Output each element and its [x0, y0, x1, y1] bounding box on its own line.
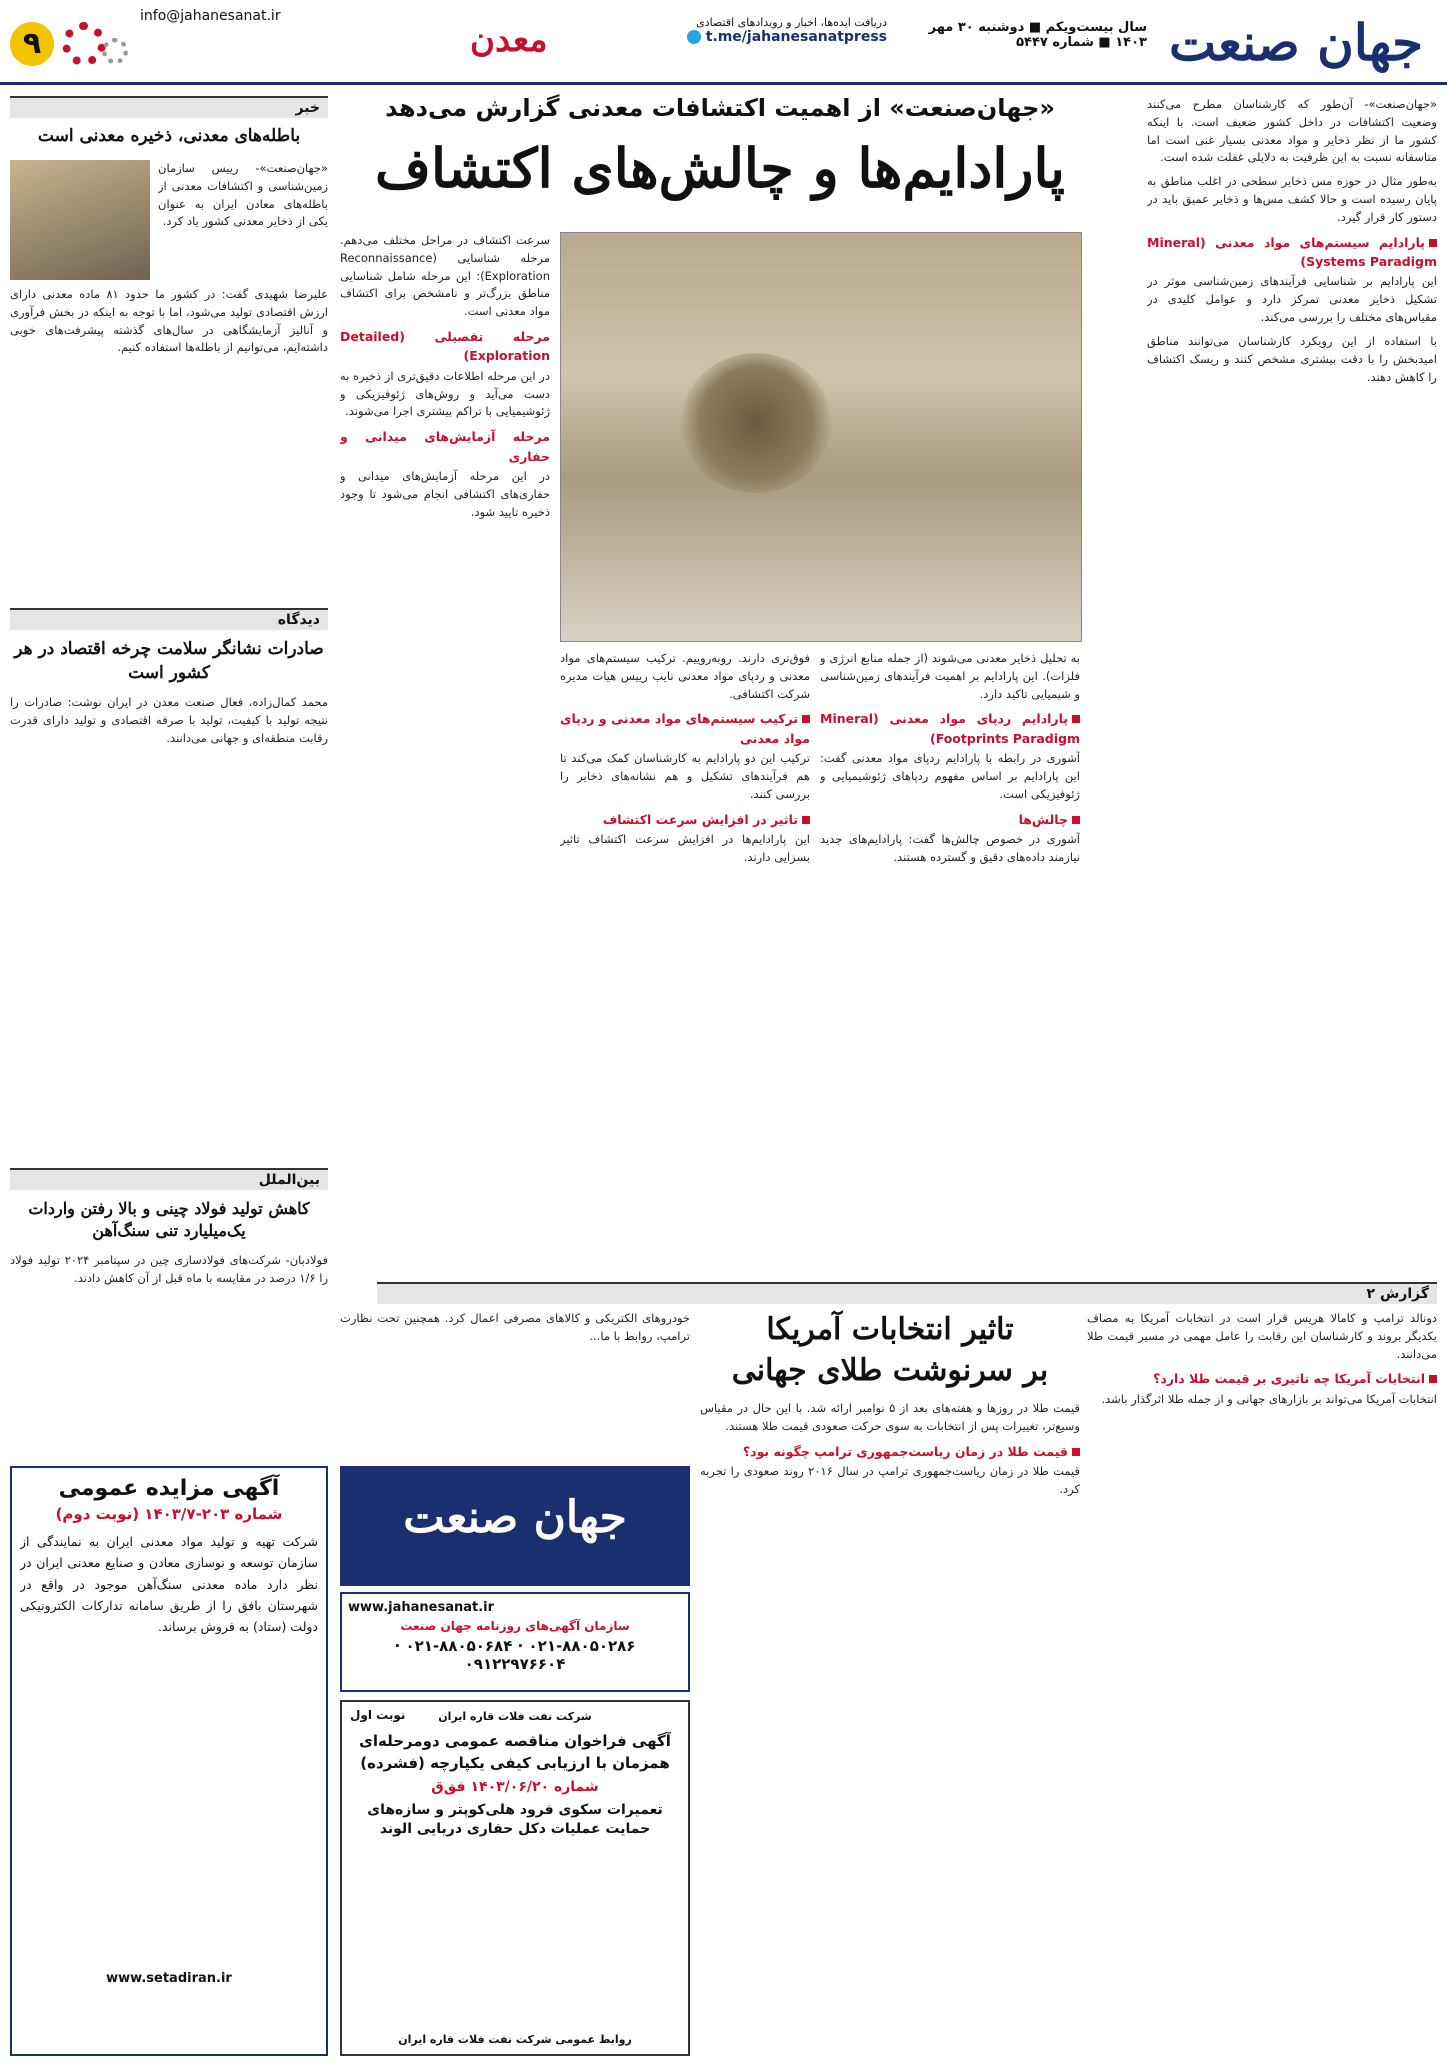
issue-info: سال بیست‌ویکم ■ دوشنبه ۳۰ مهر ۱۴۰۳ ■ شماره ۵۴۴۷	[928, 20, 1147, 50]
intl-body: فولادبان- شرکت‌های فولادسازی چین در سپتامبر ۲۰۲۴ تولید فولاد را ۱/۶ درصد در مقایسه با ماه قبل از آن کاهش دادند.	[10, 1253, 328, 1285]
paper-ad	[340, 1466, 690, 1586]
tender-title: آگهی فراخوان مناقصه عمومی دومرحله‌ای همزمان با ارزیابی کیفی یکپارچه (فشرده)	[359, 1732, 671, 1772]
page-header	[0, 0, 1447, 85]
gear-icon	[62, 22, 106, 66]
view-title: صادرات نشانگر سلامت چرخه اقتصاد در هر کشور است	[14, 639, 324, 683]
news-body-more: علیرضا شهیدی گفت: در کشور ما حدود ۸۱ ماده معدنی دارای ارزش اقتصادی تولید می‌شود، اما با توجه به اینکه در بخش فرآوری و آنالیز آزمایشگاهی در سال‌های گذشته پیشرفت‌های خوبی داشته‌ایم، می‌توانیم از باطله‌ها استفاده کنیم.	[10, 287, 328, 355]
news-body: «جهان‌صنعت»- رییس سازمان زمین‌شناسی و اکتشافات معدنی از باطله‌های معادن ایران به عنوان یکی از ذخایر معدنی کشور یاد کرد.	[158, 161, 328, 229]
intl-label: بین‌الملل	[10, 1168, 328, 1190]
report-column-right: دونالد ترامپ و کامالا هریس قرار است در انتخابات آمریکا به مصاف یکدیگر بروند و کارشناسان این رقابت را عامل مهمی در مسیر قیمت طلا می‌دانند. انتخابات آمریکا چه تاثیری بر قیمت طلا دارد؟ انتخابات آمریکا می‌تواند بر بازارهای جهانی و از جمله طلا اثرگذار باشد.	[1087, 1311, 1437, 1406]
auction-site[interactable]: www.setadiran.ir	[106, 1971, 232, 1986]
ads-dept: سازمان آگهی‌های روزنامه جهان صنعت	[400, 1619, 630, 1633]
phone-list: ۰۲۱-۸۸۰۵۰۲۸۶ · ۰۲۱-۸۸۰۵۰۶۸۴ · ۰۹۱۲۲۹۷۶۶۰۴	[394, 1637, 636, 1673]
report-title: تاثیر انتخابات آمریکا بر سرنوشت طلای جهانی	[731, 1312, 1049, 1388]
dust-cloud	[681, 353, 831, 493]
view-label: دیدگاه	[10, 608, 328, 630]
report-column-left: خودروهای الکتریکی و کالاهای مصرفی اعمال کرد. همچنین تحت نظارت ترامپ، روابط با ما...	[340, 1311, 690, 1343]
main-column-4: فوق‌تری دارند. روبه‌روییم. ترکیب سیستم‌های مواد معدنی و ردپای مواد معدنی نایب رییس هیات مدیره شرکت اکتشافی. ترکیب سیستم‌های مواد معدنی و ردپای مواد معدنی ترکیب این دو پارادایم به کارشناسان کمک می‌کند تا هم فرآیندهای تشکیل و هم نشانه‌های ذخایر را بررسی کنند. تاثیر در افزایش سرعت اکتشاف این پارادایم‌ها در افزایش سرعت اکتشاف تاثیر بسزایی دارند.	[560, 651, 810, 864]
tender-ad	[340, 1700, 690, 2056]
mine-blast-photo	[560, 232, 1082, 642]
tender-company: شرکت نفت فلات قاره ایران	[438, 1710, 592, 1723]
main-column-2: سرعت اکتشاف در مراحل مختلف می‌دهم. مرحله شناسایی (Reconnaissance Exploration): این مرحله شامل شناسایی مناطق بزرگ‌تر و نامشخص برای اکتشاف مواد معدنی است. مرحله تفصیلی (Detailed Exploration) در این مرحله اطلاعات دقیق‌تری از ذخیره به دست می‌آید و روش‌های ژئوفیزیکی و ژئوشیمیایی با تراکم بیشتری اجرا می‌شوند. مرحله آزمایش‌های میدانی و حفاری در این مرحله آزمایش‌های میدانی و حفاری‌های اکتشافی انجام می‌شود تا وجود ذخیره تایید شود.	[340, 233, 550, 519]
gear-icon	[102, 38, 128, 64]
paper-site[interactable]: www.jahanesanat.ir	[348, 1600, 495, 1615]
news-title: باطله‌های معدنی، ذخیره معدنی است	[37, 126, 301, 146]
auction-text: شرکت تهیه و تولید مواد معدنی ایران به نمایندگی از سازمان توسعه و نوسازی معادن و صنایع معدنی ایران در نظر دارد ماده معدنی سنگ‌آهن موجود در واقع در شهرستان بافق را از طریق سامانه تدارکات الکترونیکی دولت (ستاد) به فروش برساند.	[20, 1534, 318, 1634]
tender-footer: روابط عمومی شرکت نفت فلات قاره ایران	[398, 2033, 632, 2046]
report-column-middle: قیمت طلا در روزها و هفته‌های بعد از ۵ نوامبر ارائه شد. با این حال در مقیاس وسیع‌تر، تغییرات پس از انتخابات به سوی حرکت صعودی قیمت طلا هستند. قیمت طلا در زمان ریاست‌جمهوری ترامپ چگونه بود؟ قیمت طلا در زمان ریاست‌جمهوری ترامپ در سال ۲۰۱۶ روند صعودی را تجربه کرد.	[700, 1401, 1080, 1496]
masthead-logo: جهان صنعت	[1151, 10, 1441, 74]
paper-contact	[340, 1592, 690, 1692]
main-column-1: «جهان‌صنعت»- آن‌طور که کارشناسان مطرح می‌کنند وضعیت اکتشافات در داخل کشور ضعیف است. با اینکه کشور ما از نظر ذخایر و مواد معدنی بسیار غنی است اما متاسفانه نسبت به این ظرفیت به دلایلی غفلت شده است. به‌طور مثال در حوزه مس ذخایر سطحی در اغلب مناطق به پایان رسیده است و حالا کشف مس‌ها و ذخایر عمیق باید در دستور کار قرار گیرد. پارادایم سیستم‌های مواد معدنی (Mineral Systems Paradigm) این پارادایم بر شناسایی فرآیندهای زمین‌شناسی موثر در تشکیل ذخایر معدنی تمرکز دارد و عوامل کلیدی در مقیاس‌های مختلف را بررسی می‌کند. با استفاده از این رویکرد کارشناسان می‌توانند مناطق امیدبخش را با دقت بیشتری مشخص کنند و ریسک اکتشاف را کاهش دهند.	[1147, 97, 1437, 384]
auction-number: شماره ۲۰۳-۱۴۰۳/۷ (نوبت دوم)	[55, 1505, 283, 1523]
tender-tag: نوبت اول	[350, 1708, 406, 1722]
page-number: ۹	[10, 22, 54, 66]
auction-ad	[10, 1466, 328, 2056]
view-body: محمد کمال‌زاده، فعال صنعت معدن در ایران نوشت: صادرات را نتیجه تولید با کیفیت، تولید با صرفه اقتصادی و تولید دارای قدرت رقابت منطقه‌ای و جهانی می‌دانند.	[10, 695, 328, 745]
main-kicker: «جهان‌صنعت» از اهمیت اکتشافات معدنی گزارش می‌دهد	[385, 94, 1055, 122]
main-title: پارادایم‌ها و چالش‌های اکتشاف	[375, 136, 1065, 200]
main-column-3: به تحلیل ذخایر معدنی می‌شوند (از جمله منابع انرژی و فلزات). این پارادایم بر اهمیت فرآیندهای زمین‌شناسی و شیمیایی تاکید دارد. پارادایم ردپای مواد معدنی (Mineral Footprints Paradigm) آشوری در رابطه با پارادایم ردپای مواد معدنی گفت: این پارادایم بر اساس مفهوم ردپاهای ژئوشیمیایی و ژئوفیزیکی است. چالش‌ها آشوری در خصوص چالش‌ها گفت: پارادایم‌های جدید نیازمند داده‌های دقیق و گسترده هستند.	[820, 651, 1080, 864]
intl-title: کاهش تولید فولاد چینی و بالا رفتن واردات یک‌میلیارد تنی سنگ‌آهن	[28, 1199, 310, 1241]
news-label: خبر	[10, 96, 328, 118]
tender-subject: تعمیرات سکوی فرود هلی‌کوپتر و سازه‌های حمایت عملیات دکل حفاری دریایی الوند	[367, 1801, 663, 1838]
tender-number: شماره ۱۴۰۳/۰۶/۲۰ فق‌ق	[431, 1778, 599, 1795]
auction-title: آگهی مزایده عمومی	[58, 1476, 280, 1501]
section-title: معدن	[470, 20, 548, 60]
telegram-icon	[687, 30, 701, 44]
telegram-promo[interactable]: دریافت ایده‌ها، اخبار و رویدادهای اقتصادی t.me/jahanesanatpress	[627, 16, 887, 45]
paper-ad-logo: جهان صنعت	[403, 1492, 627, 1543]
report-label: گزارش ۲	[377, 1282, 1437, 1304]
excavator-photo	[10, 160, 150, 280]
email-address[interactable]: info@jahanesanat.ir	[140, 8, 281, 24]
